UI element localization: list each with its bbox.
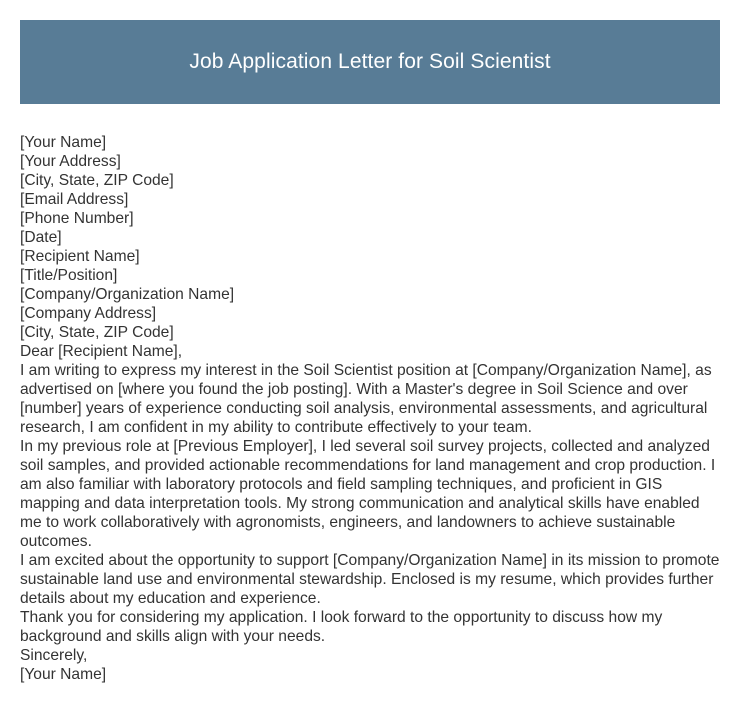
paragraph-thanks: Thank you for considering my application. I look forward to the opportunity to discuss how my background and skills align with your needs. [20, 609, 663, 645]
paragraph-intro: I am writing to express my interest in the Soil Scientist position at [Company/Organization Name], as advertised on [where you found the job posting]. With a Master's degree in Soil Science and over [number] years of experience conducting soil analysis, environmental assessments, and agricultural research, I am confident in my ability to contribute effectively to your team. [20, 362, 712, 436]
sender-email: [Email Address] [20, 191, 129, 208]
page-title: Job Application Letter for Soil Scientist [189, 50, 551, 73]
sender-city-state-zip: [City, State, ZIP Code] [20, 172, 174, 189]
paragraph-motivation: I am excited about the opportunity to support [Company/Organization Name] in its mission to promote sustainable land use and environmental stewardship. Enclosed is my resume, which provides further details about my education and experience. [20, 552, 720, 607]
header-banner [20, 20, 720, 104]
sender-address: [Your Address] [20, 153, 121, 170]
recipient-title: [Title/Position] [20, 267, 118, 284]
recipient-company: [Company/Organization Name] [20, 286, 235, 303]
letter-date: [Date] [20, 229, 62, 246]
sender-name: [Your Name] [20, 134, 107, 151]
letter-body [20, 133, 724, 684]
sender-phone: [Phone Number] [20, 210, 134, 227]
paragraph-experience: In my previous role at [Previous Employer], I led several soil survey projects, collected and analyzed soil samples, and provided actionable recommendations for land management and crop production. I am also familiar with laboratory protocols and field sampling techniques, and proficient in GIS mapping and data interpretation tools. My strong communication and analytical skills have enabled me to work collaboratively with agronomists, engineers, and landowners to achieve sustainable outcomes. [20, 438, 716, 550]
salutation: Dear [Recipient Name], [20, 343, 183, 360]
signature: [Your Name] [20, 666, 107, 683]
recipient-city-state-zip: [City, State, ZIP Code] [20, 324, 174, 341]
recipient-name: [Recipient Name] [20, 248, 140, 265]
closing: Sincerely, [20, 647, 88, 664]
recipient-address: [Company Address] [20, 305, 157, 322]
